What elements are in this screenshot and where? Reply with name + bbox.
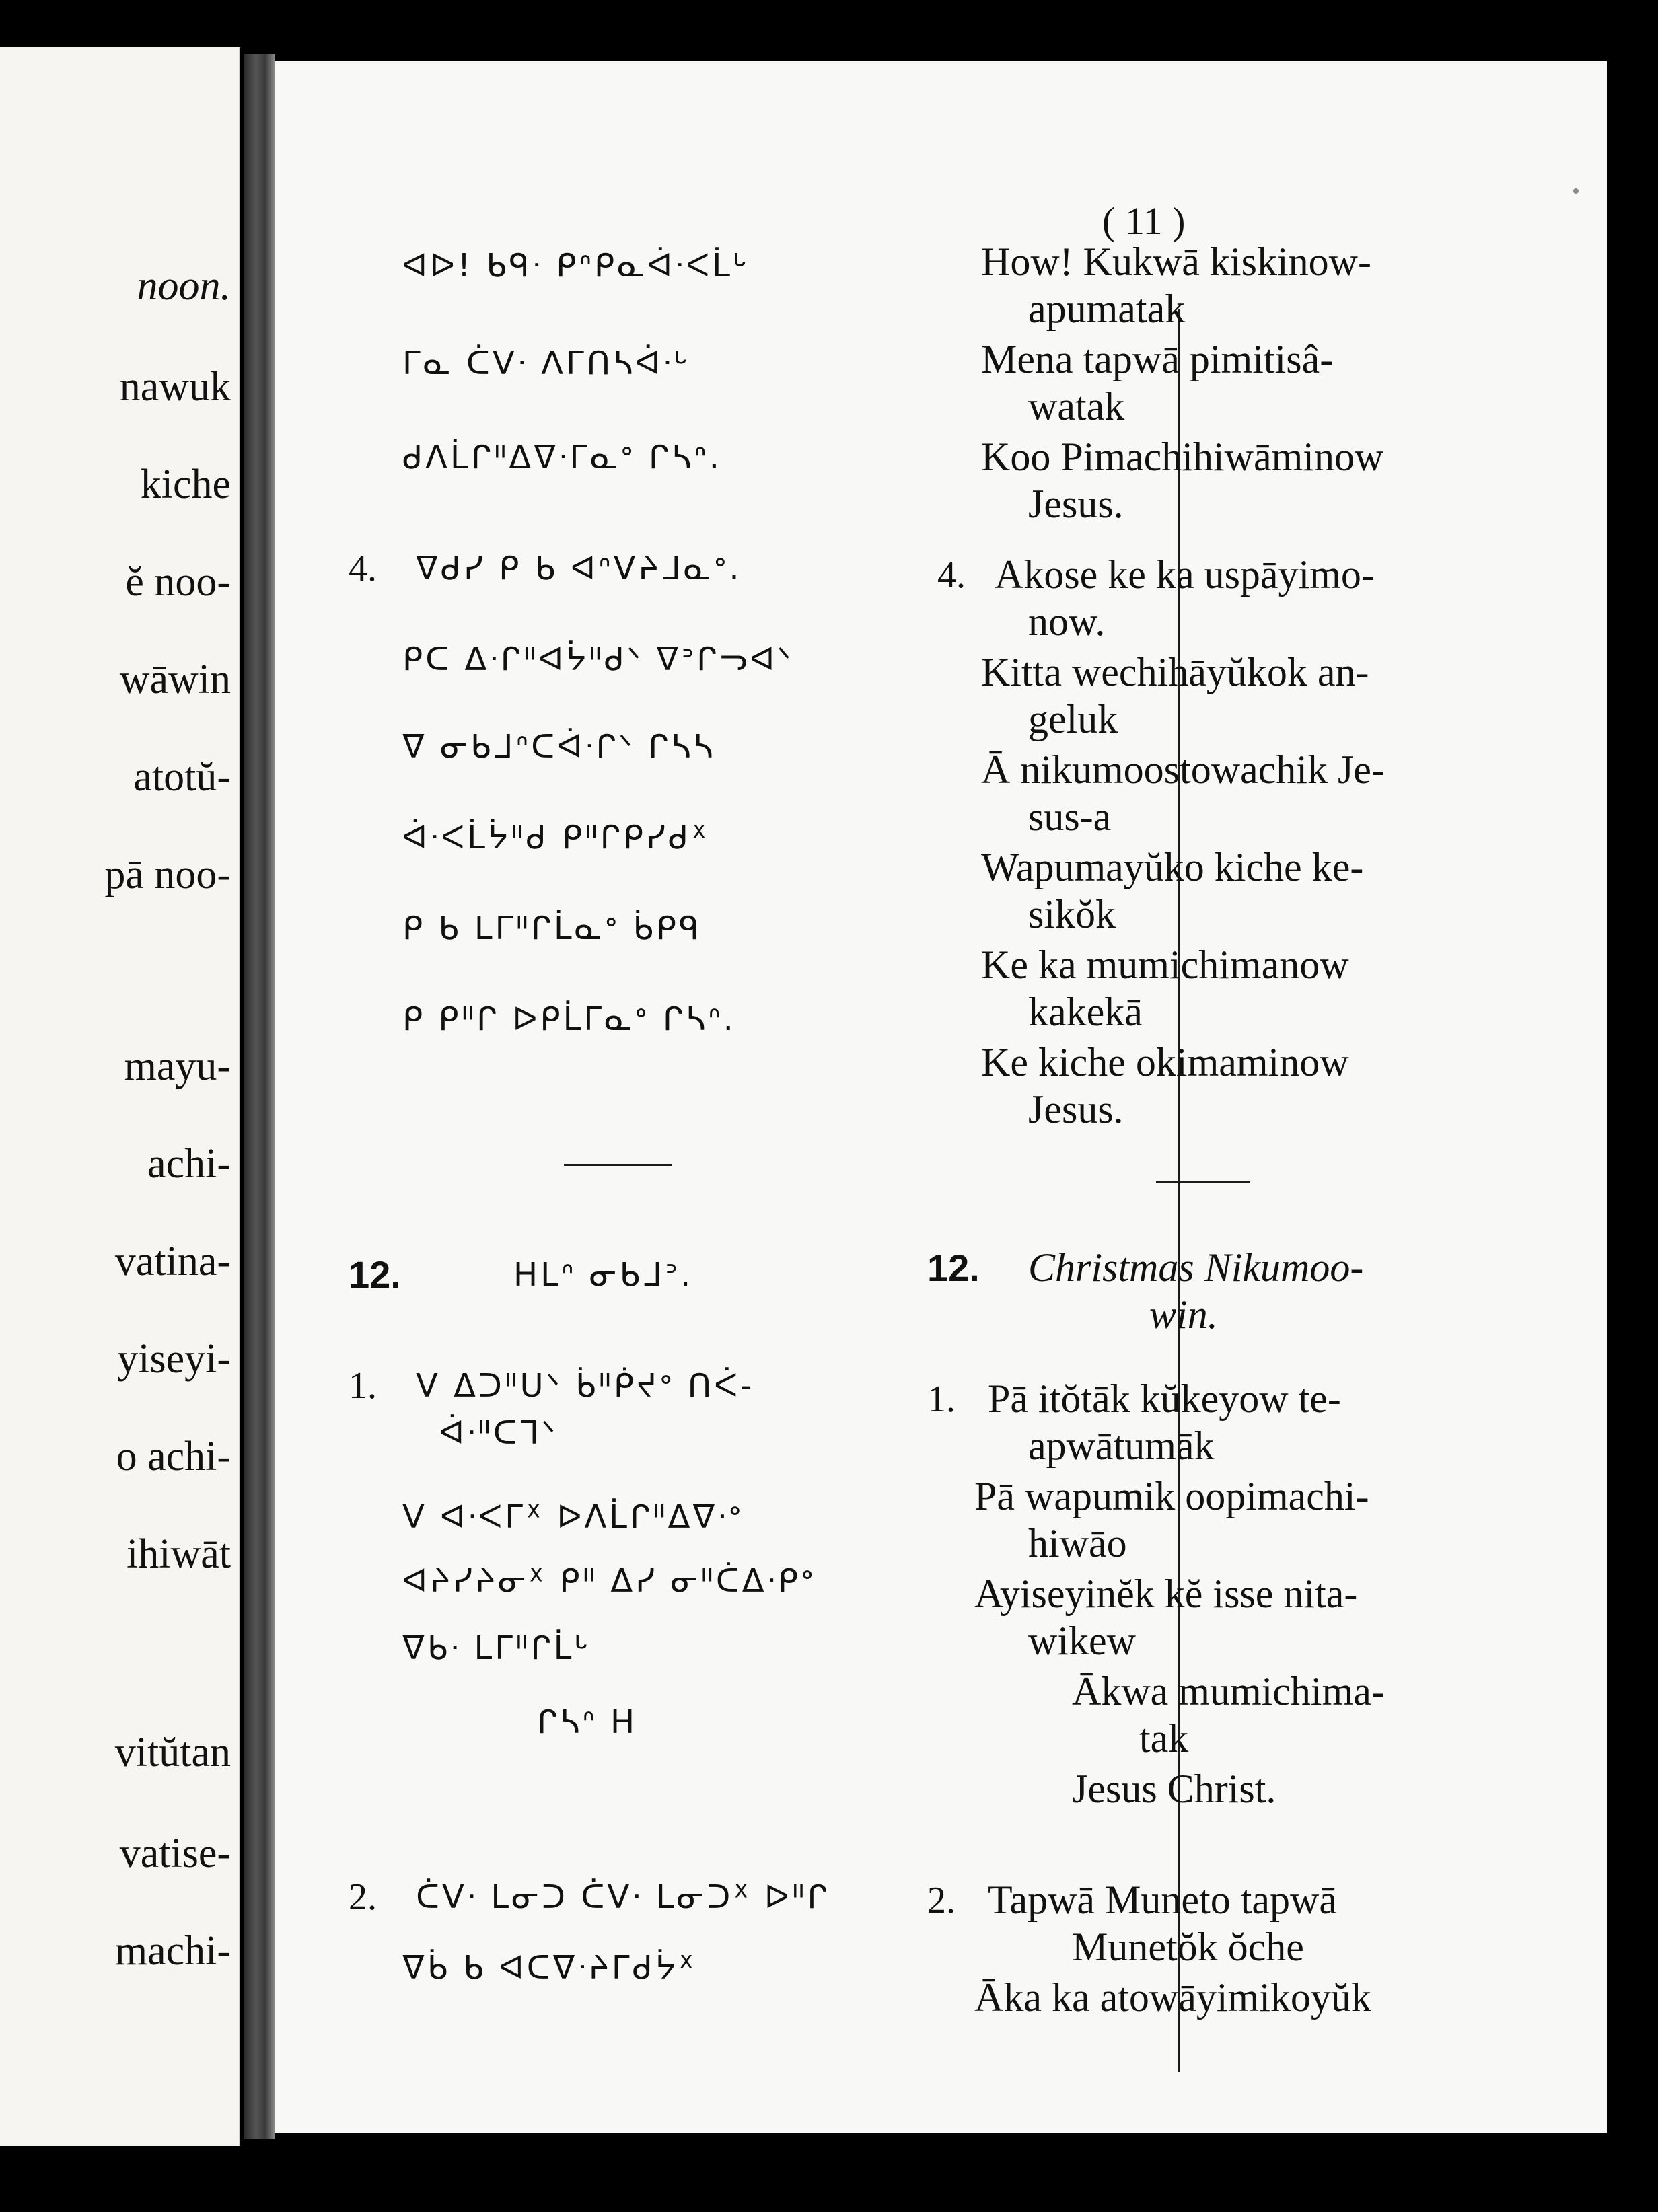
- english-line: Pā wapumik oopimachi-: [974, 1474, 1369, 1518]
- syllabic-line: ᑭᑕ ᐃᐧᒋᐦᐊᔮᐦᑯᐠ ᐁᐣᒋᓓᐊᐠ: [402, 640, 794, 678]
- english-line: now.: [1028, 599, 1106, 644]
- stanza-number: 2.: [927, 1880, 956, 1921]
- english-line: Jesus.: [1028, 1087, 1124, 1132]
- syllabic-line: ᐁ ᓂᑲᒧᐢᑕᐋᐧᒋᐠ ᒋᓴᓴ: [402, 728, 716, 766]
- english-line: Koo Pimachihiwāminow: [981, 435, 1384, 479]
- left-page-line: kiche: [140, 462, 231, 507]
- english-line: Pā itŏtāk kŭkeyow te-: [988, 1376, 1341, 1421]
- previous-page-strip: [0, 47, 240, 2146]
- english-line: Jesus.: [1028, 482, 1124, 526]
- english-line: wikew: [1028, 1619, 1136, 1663]
- left-page-line: pā noo-: [104, 852, 231, 897]
- syllabic-line: ᑭ ᑲ ᒪᒥᐦᒋᒫᓇᐤ ᑳᑭᑫ: [402, 910, 702, 947]
- syllabic-line: ᐊᔨᓯᔨᓂᕽ ᑭᐦ ᐃᓯ ᓂᐦᑖᐃᐧᑭᐤ: [402, 1562, 816, 1600]
- left-page-line: vitŭtan: [114, 1730, 231, 1775]
- english-line: geluk: [1028, 697, 1118, 741]
- stanza-number: 2.: [349, 1876, 377, 1918]
- english-line: kakekā: [1028, 990, 1143, 1034]
- page: [275, 61, 1607, 2133]
- english-line: Ā nikumoostowachik Je-: [981, 747, 1385, 792]
- english-line: apumatak: [1028, 287, 1186, 331]
- syllabic-line: ᑯᐱᒫᒋᐦᐃᐁᐧᒥᓇᐤ ᒋᓴᐢ.: [402, 439, 722, 476]
- english-line: watak: [1028, 384, 1125, 429]
- left-page-line: vatise-: [119, 1831, 231, 1876]
- page-number: ( 11 ): [1102, 199, 1186, 243]
- stanza-number: 1.: [349, 1365, 377, 1407]
- syllabic-line: ᑭ ᑭᐦᒋ ᐅᑭᒫᒥᓇᐤ ᒋᓴᐢ.: [402, 1000, 736, 1038]
- syllabic-line: ᐊᐅ! ᑲᑫᐧ ᑭᐢᑭᓇᐋᐧᐸᒫᒡ: [402, 247, 750, 285]
- left-page-line: achi-: [147, 1141, 231, 1187]
- stanza-number: 4.: [937, 554, 966, 596]
- book-spine: [244, 54, 275, 2139]
- syllabic-line: ᒥᓇ ᑖᐯᐧ ᐱᒥᑎᓴᐋᐧᒡ: [402, 344, 690, 382]
- english-line: Wapumayŭko kiche ke-: [981, 845, 1364, 889]
- english-line: Kitta wechihāyŭkok an-: [981, 650, 1369, 694]
- left-page-line: machi-: [114, 1928, 231, 1974]
- syllabic-line: ᑖᐯᐧ ᒪᓂᑐ ᑖᐯᐧ ᒪᓂᑐᕽ ᐅᐦᒋ: [416, 1878, 830, 1916]
- stanza-number: 4.: [349, 548, 377, 589]
- syllabic-line: ᐁᑲᐧ ᒪᒥᐦᒋᒫᒡ: [402, 1629, 591, 1667]
- syllabic-line: ᐋᐧᐸᒫᔮᐦᑯ ᑭᐦᒋᑭᓯᑯᕽ: [402, 819, 710, 856]
- english-line: Mena tapwā pimitisâ-: [981, 337, 1334, 381]
- syllabic-line: ᐁᑯᓯ ᑭ ᑲ ᐊᐢᐯᔨᒧᓇᐤ.: [416, 550, 742, 587]
- english-line: hiwāo: [1028, 1521, 1127, 1565]
- english-line: Akose ke ka uspāyimo-: [995, 552, 1375, 597]
- left-page-line: mayu-: [124, 1043, 231, 1089]
- english-line: Tapwā Muneto tapwā: [988, 1878, 1337, 1922]
- syllabic-line: ᒋᓴᐢ ᕼ: [537, 1703, 638, 1741]
- ink-speck: [1573, 188, 1579, 194]
- section-heading: ᕼᒪᐢ ᓂᑲᒧᐣ.: [513, 1256, 694, 1294]
- english-line: apwātumāk: [1028, 1424, 1215, 1468]
- section-rule: [1156, 1181, 1250, 1183]
- left-page-line: yiseyi-: [117, 1336, 231, 1382]
- left-page-line: nawuk: [119, 364, 231, 410]
- syllabic-line: ᐯ ᐊᐧᐸᒥᕽ ᐅᐱᒫᒋᐦᐃᐁᐧᐤ: [402, 1498, 744, 1536]
- english-line: How! Kukwā kiskinow-: [981, 239, 1371, 284]
- english-line: Munetŏk ŏche: [1072, 1925, 1304, 1969]
- section-heading-continued: win.: [1149, 1292, 1218, 1337]
- english-line: Ke kiche okimaminow: [981, 1040, 1349, 1084]
- left-page-line: atotŭ-: [133, 754, 231, 800]
- stanza-number: 1.: [927, 1378, 956, 1420]
- left-page-line: wāwin: [119, 657, 231, 702]
- english-line: Āka ka atowāyimikoyŭk: [974, 1975, 1371, 2020]
- left-page-line: ihiwāt: [127, 1531, 231, 1577]
- syllabic-line: ᐯ ᐃᑐᐦᑌᐠ ᑳᐦᑮᔪᐤ ᑎᐹ-: [416, 1367, 755, 1405]
- english-line: Ke ka mumichimanow: [981, 943, 1349, 987]
- english-line: tak: [1139, 1716, 1189, 1761]
- section-number: 12.: [349, 1253, 401, 1296]
- english-line: Ākwa mumichima-: [1072, 1669, 1385, 1713]
- section-rule: [564, 1164, 672, 1166]
- left-page-line: ĕ noo-: [125, 559, 231, 605]
- left-page-line: vatina-: [114, 1239, 231, 1284]
- english-line: sus-a: [1028, 795, 1112, 839]
- left-page-line: noon.: [137, 263, 231, 309]
- section-number: 12.: [927, 1247, 980, 1289]
- english-line: sikŏk: [1028, 892, 1116, 936]
- english-line: Jesus Christ.: [1072, 1767, 1276, 1811]
- left-page-line: o achi-: [116, 1434, 231, 1479]
- syllabic-line: ᐋᐧᐦᑕᒣᐠ: [439, 1414, 558, 1452]
- english-line: Ayiseyinĕk kĕ isse nita-: [974, 1572, 1358, 1616]
- section-heading: Christmas Nikumoo-: [1028, 1245, 1364, 1290]
- syllabic-line: ᐁᑳ ᑲ ᐊᑕᐁᐧᔨᒥᑯᔮᕽ: [402, 1949, 697, 1987]
